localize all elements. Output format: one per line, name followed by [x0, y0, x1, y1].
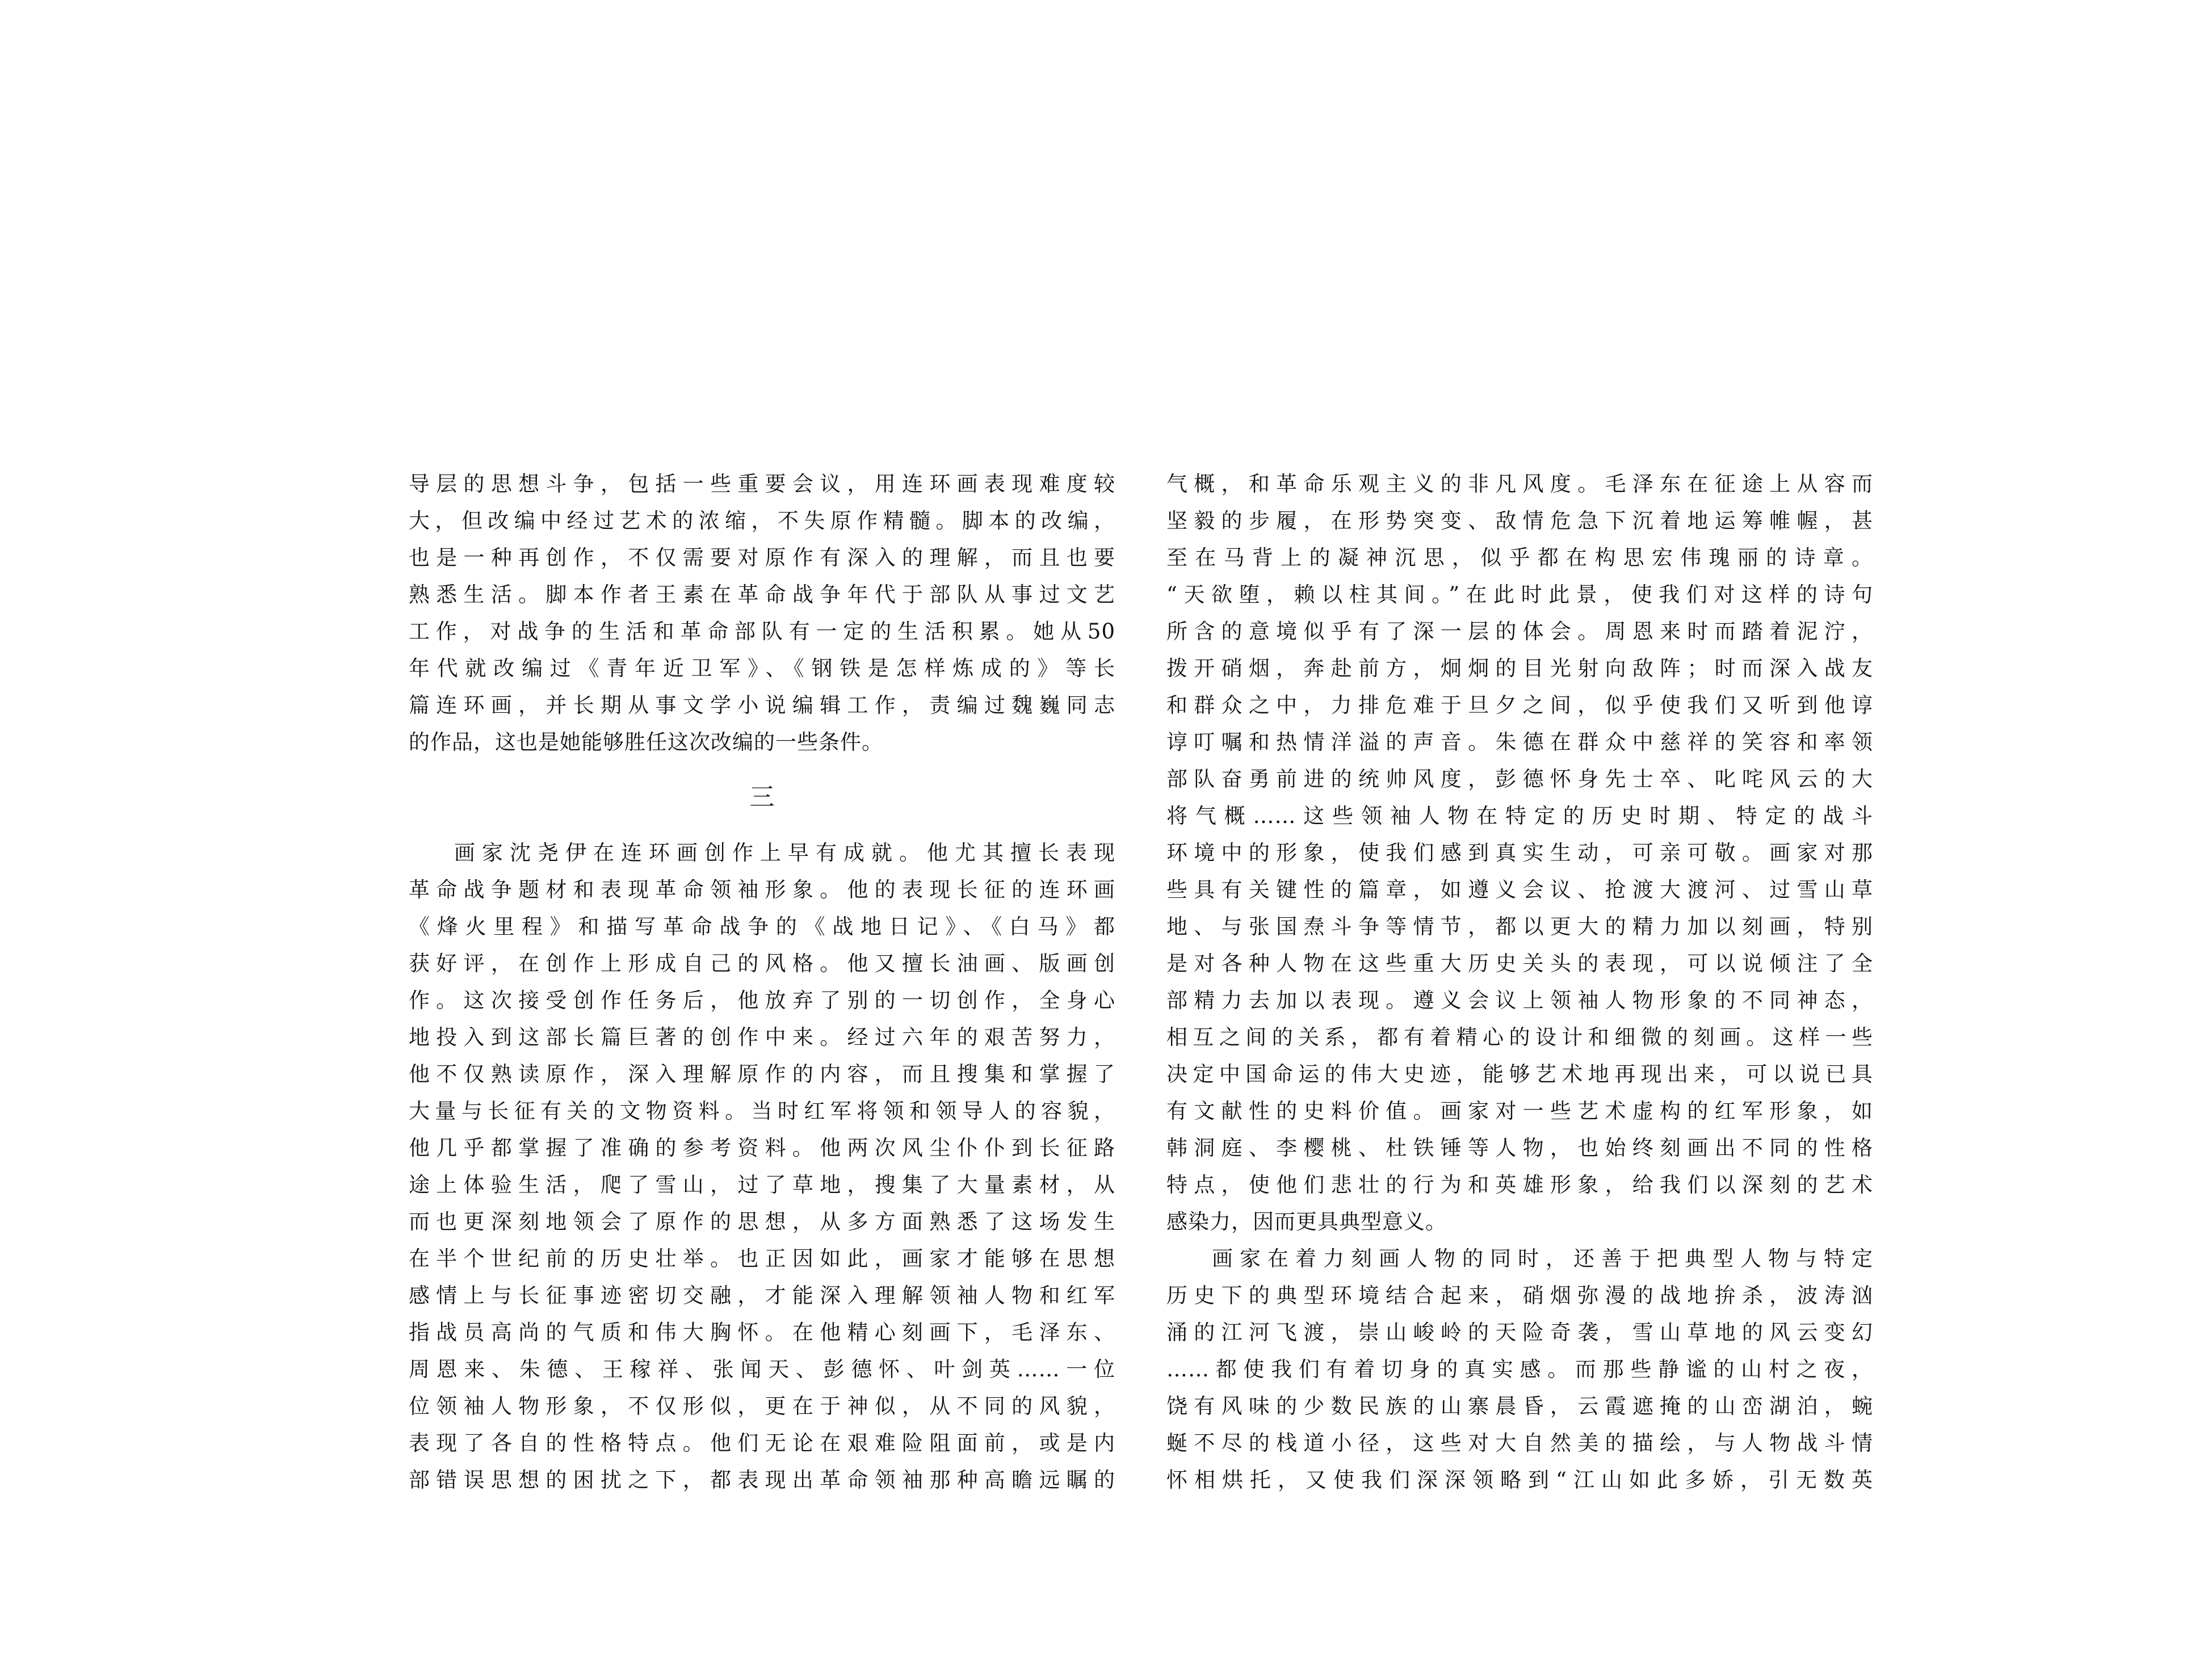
text-line: 画家在着力刻画人物的同时，还善于把典型人物与特定	[1212, 1246, 1873, 1271]
text-line: 年代就改编过《青年近卫军》、《钢铁是怎样炼成的》等长	[409, 656, 1115, 681]
text-line: 将气概……这些领袖人物在特定的历史时期、特定的战斗	[1166, 804, 1873, 828]
paragraph	[1166, 1240, 1873, 1498]
text-line: 部错误思想的困扰之下，都表现出革命领袖那种高瞻远瞩的	[409, 1468, 1115, 1492]
text-line: 他几乎都掌握了准确的参考资料。他两次风尘仆仆到长征路	[409, 1136, 1115, 1160]
text-line: 表现了各自的性格特点。他们无论在艰难险阻面前，或是内	[409, 1431, 1115, 1455]
text-line: 他不仅熟读原作，深入理解原作的内容，而且搜集和掌握了	[409, 1062, 1115, 1086]
text-line: 熟悉生活。脚本作者王素在革命战争年代于部队从事过文艺	[409, 582, 1115, 607]
text-line: 谆叮嘱和热情洋溢的声音。朱德在群众中慈祥的笑容和率领	[1166, 730, 1873, 754]
text-line: 大，但改编中经过艺术的浓缩，不失原作精髓。脚本的改编，	[409, 509, 1115, 533]
text-line: 环境中的形象，使我们感到真实生动，可亲可敬。画家对那	[1166, 841, 1873, 865]
text-line: 地、与张国焘斗争等情节，都以更大的精力加以刻画，特别	[1166, 914, 1873, 939]
text-line: 历史下的典型环境结合起来，硝烟弥漫的战地拚杀，波涛汹	[1166, 1283, 1873, 1308]
text-line: 部队奋勇前进的统帅风度，彭德怀身先士卒、叱咤风云的大	[1166, 767, 1873, 791]
text-line: 画家沈尧伊在连环画创作上早有成就。他尤其擅长表现	[454, 841, 1115, 865]
text-line: 的作品，这也是她能够胜任这次改编的一些条件。	[409, 730, 883, 754]
text-line: 部精力去加以表现。遵义会议上领袖人物形象的不同神态，	[1166, 988, 1873, 1013]
paragraph	[409, 834, 1115, 1498]
text-line: 和群众之中，力排危难于旦夕之间，似乎使我们又听到他谆	[1166, 693, 1873, 717]
text-line: 地投入到这部长篇巨著的创作中来。经过六年的艰苦努力，	[409, 1025, 1115, 1049]
text-line: 革命战争题材和表现革命领袖形象。他的表现长征的连环画	[409, 877, 1115, 902]
text-line: 作。这次接受创作任务后，他放弃了别的一切创作，全身心	[409, 988, 1115, 1013]
right-column	[1166, 465, 1873, 1498]
text-line: ……都使我们有着切身的真实感。而那些静谧的山村之夜，	[1166, 1357, 1873, 1381]
paragraph	[1166, 465, 1873, 1240]
text-line: 至在马背上的凝神沉思，似乎都在构思宏伟瑰丽的诗章。	[1166, 545, 1873, 570]
text-line: 特点，使他们悲壮的行为和英雄形象，给我们以深刻的艺术	[1166, 1173, 1873, 1197]
text-line: “天欲堕，赖以柱其间。”在此时此景，使我们对这样的诗句	[1166, 582, 1873, 607]
text-line: 韩洞庭、李樱桃、杜铁锤等人物，也始终刻画出不同的性格	[1166, 1136, 1873, 1160]
text-line: 气概，和革命乐观主义的非凡风度。毛泽东在征途上从容而	[1166, 472, 1873, 496]
text-line: 位领袖人物形象，不仅形似，更在于神似，从不同的风貌，	[409, 1394, 1115, 1418]
text-line: 《烽火里程》和描写革命战争的《战地日记》、《白马》都	[409, 914, 1115, 939]
text-line: 感染力，因而更具典型意义。	[1166, 1209, 1447, 1234]
text-line: 在半个世纪前的历史壮举。也正因如此，画家才能够在思想	[409, 1246, 1115, 1271]
text-line: 获好评，在创作上形成自己的风格。他又擅长油画、版画创	[409, 951, 1115, 976]
text-line: 些具有关键性的篇章，如遵义会议、抢渡大渡河、过雪山草	[1166, 877, 1873, 902]
text-line: 导层的思想斗争，包括一些重要会议，用连环画表现难度较	[409, 472, 1115, 496]
text-line: 饶有风味的少数民族的山寨晨昏，云霞遮掩的山峦湖泊，蜿	[1166, 1394, 1873, 1418]
section-heading: 三	[749, 783, 775, 812]
paragraph	[409, 465, 1115, 761]
text-line: 怀相烘托，又使我们深深领略到“江山如此多娇，引无数英	[1166, 1468, 1873, 1492]
text-line: 指战员高尚的气质和伟大胸怀。在他精心刻画下，毛泽东、	[409, 1320, 1115, 1345]
text-line: 是对各种人物在这些重大历史关头的表现，可以说倾注了全	[1166, 951, 1873, 976]
text-line: 工作，对战争的生活和革命部队有一定的生活积累。她从50	[409, 619, 1115, 644]
text-line: 拨开硝烟，奔赴前方，炯炯的目光射向敌阵；时而深入战友	[1166, 656, 1873, 681]
text-line: 相互之间的关系，都有着精心的设计和细微的刻画。这样一些	[1166, 1025, 1873, 1049]
text-line: 坚毅的步履，在形势突变、敌情危急下沉着地运筹帷幄，甚	[1166, 509, 1873, 533]
text-line: 涌的江河飞渡，崇山峻岭的天险奇袭，雪山草地的风云变幻	[1166, 1320, 1873, 1345]
text-line: 感情上与长征事迹密切交融，才能深入理解领袖人物和红军	[409, 1283, 1115, 1308]
text-line: 也是一种再创作，不仅需要对原作有深入的理解，而且也要	[409, 545, 1115, 570]
text-line: 所含的意境似乎有了深一层的体会。周恩来时而踏着泥泞，	[1166, 619, 1873, 644]
text-line: 蜒不尽的栈道小径，这些对大自然美的描绘，与人物战斗情	[1166, 1431, 1873, 1455]
text-line: 大量与长征有关的文物资料。当时红军将领和领导人的容貌，	[409, 1099, 1115, 1123]
text-line: 周恩来、朱德、王稼祥、张闻天、彭德怀、叶剑英……一位	[409, 1357, 1115, 1381]
text-line: 有文献性的史料价值。画家对一些艺术虚构的红军形象，如	[1166, 1099, 1873, 1123]
text-line: 决定中国命运的伟大史迹，能够艺术地再现出来，可以说已具	[1166, 1062, 1873, 1086]
text-line: 途上体验生活，爬了雪山，过了草地，搜集了大量素材，从	[409, 1173, 1115, 1197]
text-line: 篇连环画，并长期从事文学小说编辑工作，责编过魏巍同志	[409, 693, 1115, 717]
left-column	[409, 465, 1115, 1498]
text-line: 而也更深刻地领会了原作的思想，从多方面熟悉了这场发生	[409, 1209, 1115, 1234]
